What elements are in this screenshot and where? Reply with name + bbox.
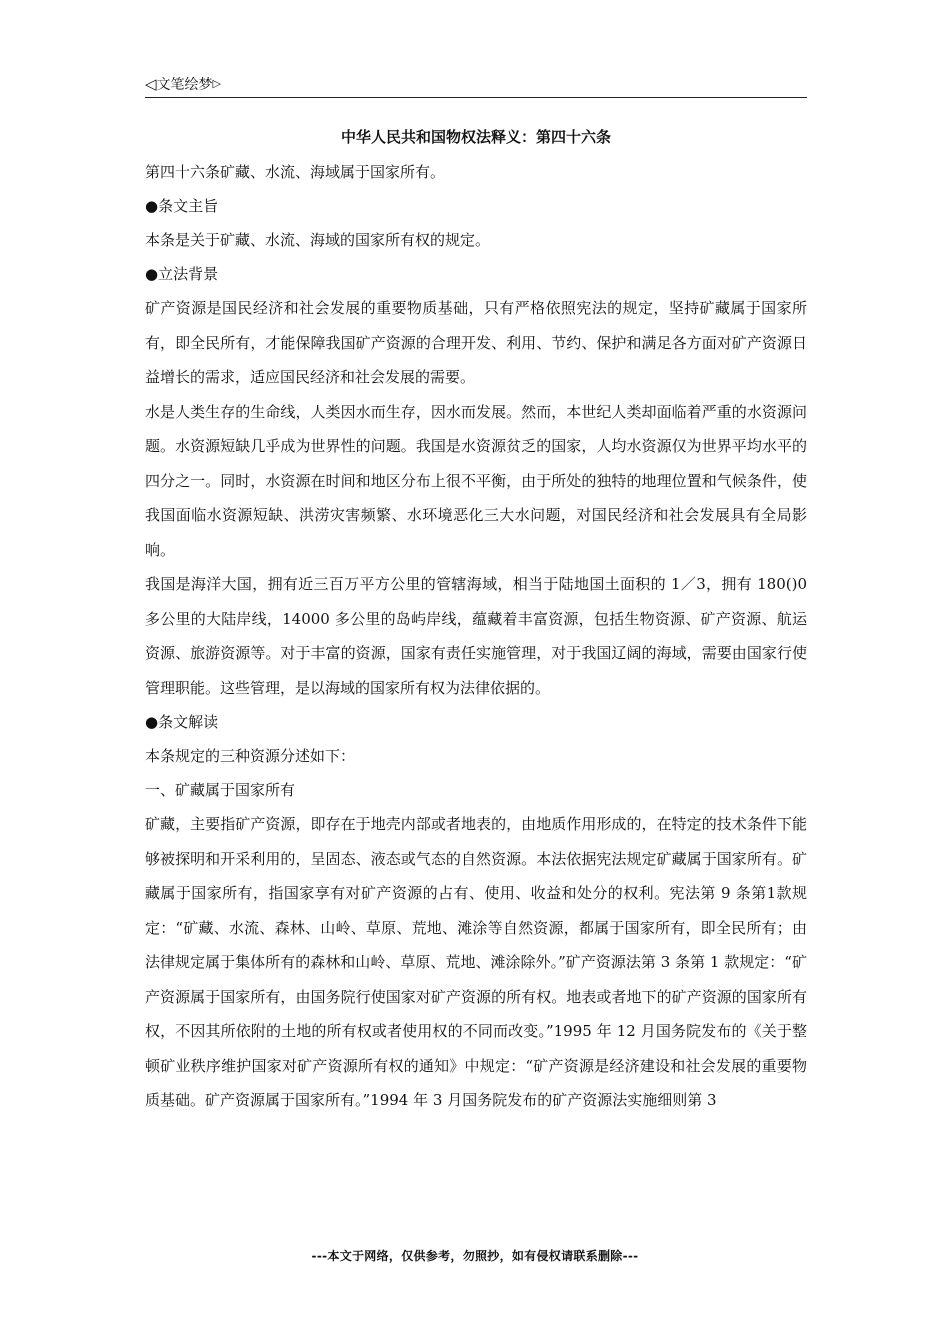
paragraph: 本条规定的三种资源分述如下： [145, 747, 356, 765]
subsection-heading: 一、矿藏属于国家所有 [145, 781, 296, 799]
page-header [145, 74, 807, 95]
document-body [145, 155, 807, 1118]
paragraph: 我国是海洋大国，拥有近三百万平方公里的管辖海域，相当于陆地国土面积的 1／3，拥有 180()0 多公里的大陆岸线，14000 多公里的岛屿岸线，蕴藏着丰富资源，包括生物资源、矿产资源、航运资源、旅游资源等。对于丰富的资源，国家有责任实施管理，对于我国辽阔的海域，需要由国家行使管理职能。这些管理，是以海域的国家所有权为法律依据的。 [145, 575, 807, 697]
page-footer: ---本文于网络，仅供参考，勿照抄，如有侵权请联系删除--- [311, 1249, 639, 1263]
section-heading: ●条文主旨 [145, 197, 219, 215]
article-statement: 第四十六条矿藏、水流、海域属于国家所有。 [145, 163, 446, 181]
right-triangle-icon: ▷ [212, 77, 222, 90]
section-heading: ●条文解读 [145, 713, 219, 731]
paragraph: 矿藏，主要指矿产资源，即存在于地壳内部或者地表的，由地质作用形成的，在特定的技术条件下能够被探明和开采利用的，呈固态、液态或气态的自然资源。本法依据宪法规定矿藏属于国家所有。矿藏属于国家所有，指国家享有对矿产资源的占有、使用、收益和处分的权利。宪法第 9 条第1款规定：“矿藏、水流、森林、山岭、草原、荒地、滩涂等自然资源，都属于国家所有，即全民所有；由法律规定属于集体所有的森林和山岭、草原、荒地、滩涂除外。”矿产资源法第 3 条第 1 款规定：“矿产资源属于国家所有，由国务院行使国家对矿产资源的所有权。地表或者地下的矿产资源的国家所有权，不因其所依附的土地的所有权或者使用权的不同而改变。”1995 年 12 月国务院发布的《关于整顿矿业秩序维护国家对矿产资源所有权的通知》中规定：“矿产资源是经济建设和社会发展的重要物质基础。矿产资源属于国家所有。”1994 年 3 月国务院发布的矿产资源法实施细则第 3 [145, 815, 807, 1109]
paragraph: 本条是关于矿藏、水流、海域的国家所有权的规定。 [145, 231, 491, 249]
section-heading: ●立法背景 [145, 265, 219, 283]
paragraph: 矿产资源是国民经济和社会发展的重要物质基础，只有严格依照宪法的规定，坚持矿藏属于国家所有，即全民所有，才能保障我国矿产资源的合理开发、利用、节约、保护和满足各方面对矿产资源日益增长的需求，适应国民经济和社会发展的需要。 [145, 299, 807, 386]
header-logo-text: 文笔绘梦 [156, 77, 213, 93]
document-title: 中华人民共和国物权法释义：第四十六条 [340, 128, 611, 146]
paragraph: 水是人类生存的生命线，人类因水而生存，因水而发展。然而，本世纪人类却面临着严重的水资源问题。水资源短缺几乎成为世界性的问题。我国是水资源贫乏的国家，人均水资源仅为世界平均水平的四分之一。同时，水资源在时间和地区分布上很不平衡，由于所处的独特的地理位置和气候条件，使我国面临水资源短缺、洪涝灾害频繁、水环境恶化三大水问题，对国民经济和社会发展具有全局影响。 [145, 402, 807, 559]
header-divider [145, 97, 807, 98]
left-triangle-icon: ◁ [145, 75, 157, 93]
